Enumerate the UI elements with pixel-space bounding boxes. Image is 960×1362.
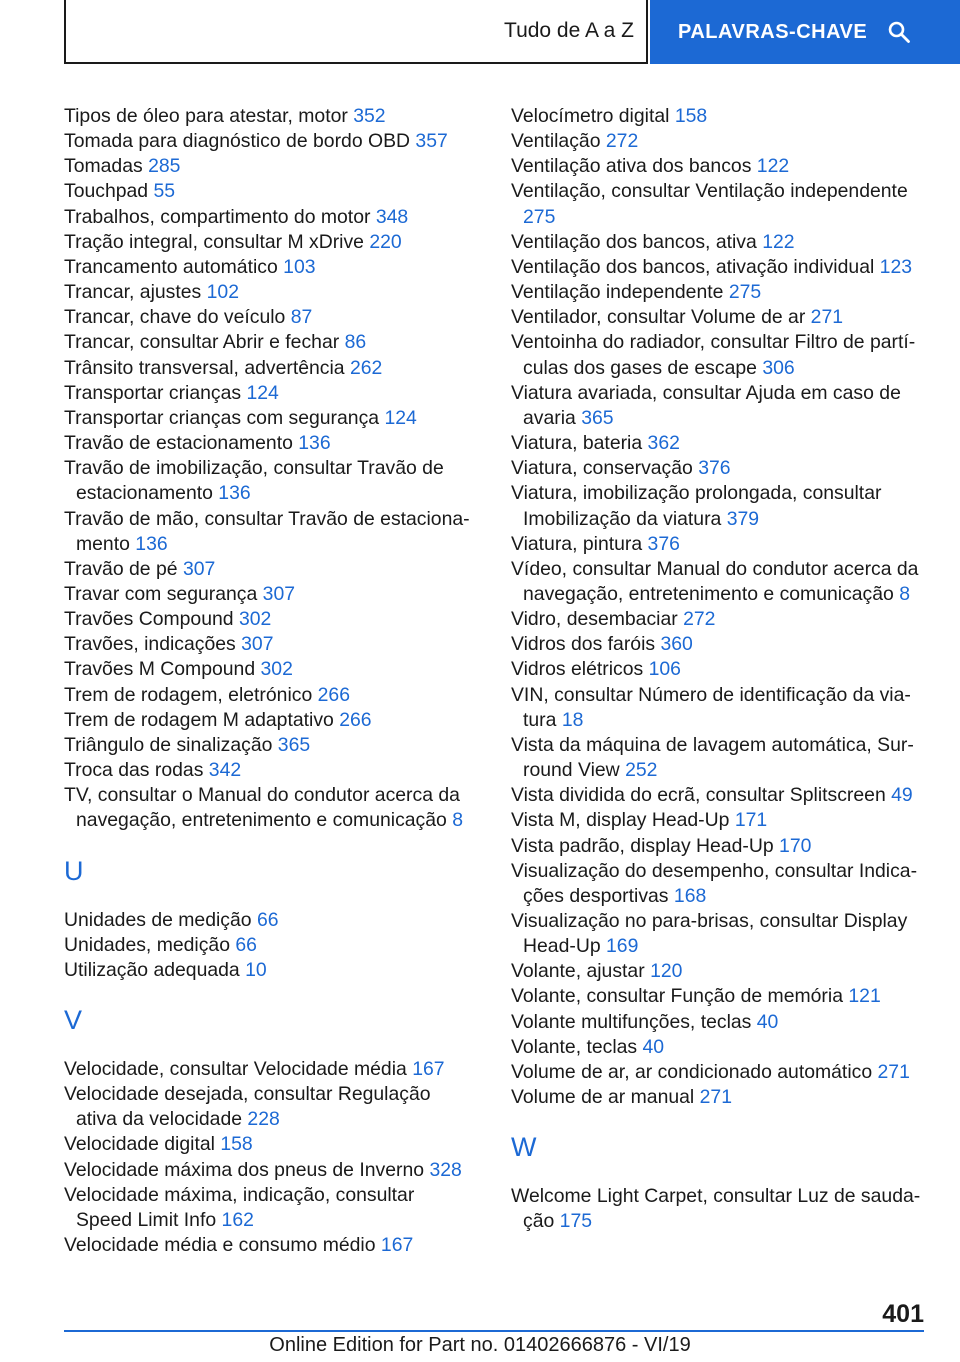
index-entry-text: Vidro, desembaciar	[511, 608, 678, 631]
index-entry	[511, 1184, 921, 1234]
index-entry	[64, 305, 474, 330]
page-reference-link[interactable]: 167	[380, 1234, 414, 1257]
index-entry	[64, 129, 474, 154]
page-reference-link[interactable]: 87	[290, 306, 313, 329]
page-reference-link[interactable]: 124	[384, 406, 417, 429]
index-entry-text: Welcome Light Carpet, consultar Luz de saudação	[511, 1185, 921, 1233]
index-entry	[511, 154, 921, 179]
index-entry	[511, 255, 921, 280]
page-reference-link[interactable]: 220	[369, 230, 402, 253]
header	[64, 0, 960, 66]
index-entry	[511, 381, 921, 431]
page-reference-link[interactable]: 168	[673, 884, 707, 907]
index-entry-text: Trem de rodagem M adaptativo	[64, 708, 334, 731]
page-reference-link[interactable]: 266	[339, 708, 372, 731]
index-entry-text: Trem de rodagem, eletrónico	[64, 683, 313, 706]
index-entry	[64, 758, 474, 783]
page-reference-link[interactable]: 167	[412, 1058, 445, 1080]
page-reference-link[interactable]: 275	[728, 281, 762, 304]
page-reference-link[interactable]: 8	[452, 809, 464, 832]
index-entry	[511, 280, 921, 305]
page-reference-link[interactable]: 18	[561, 708, 584, 731]
page-reference-link[interactable]: 55	[153, 180, 176, 203]
page-reference-link[interactable]: 123	[879, 255, 913, 278]
page-reference-link[interactable]: 266	[317, 683, 350, 706]
index-entry-text: Vista dividida do ecrã, consultar Splitscreen	[511, 784, 886, 807]
page-reference-link[interactable]: 348	[375, 205, 409, 228]
page-reference-link[interactable]: 365	[581, 406, 614, 429]
page-reference-link[interactable]: 136	[218, 482, 251, 505]
section-letter: V	[64, 1005, 83, 1035]
index-entry-text: Trabalhos, compartimento do motor	[64, 205, 371, 228]
page-reference-link[interactable]: 40	[756, 1010, 779, 1033]
index-entry	[64, 280, 474, 305]
index-entry	[511, 1085, 921, 1110]
index-entry	[64, 205, 474, 230]
index-entry	[64, 657, 474, 682]
index-entry-text: Vista M, display Head-Up	[511, 809, 730, 832]
index-entry	[64, 406, 474, 431]
index-entry-text: Volume de ar, ar condicionado automático	[511, 1060, 873, 1083]
search-icon[interactable]	[887, 20, 911, 44]
page-reference-link[interactable]: 275	[523, 205, 556, 228]
index-entry-text: Viatura, bateria	[511, 432, 643, 455]
page-reference-link[interactable]: 328	[429, 1158, 462, 1181]
page-reference-link[interactable]: 302	[260, 658, 293, 681]
index-entry-text: Velocidade desejada, consultar Regulação ativa da velocidade	[64, 1083, 431, 1131]
index-entry-text: Velocidade, consultar Velocidade média	[64, 1058, 407, 1080]
tab-a-to-z[interactable]	[64, 0, 648, 64]
index-entry-text: Volume de ar manual	[511, 1086, 695, 1109]
page-reference-link[interactable]: 10	[245, 958, 267, 981]
index-entry	[64, 179, 474, 204]
index-entry	[511, 1010, 921, 1035]
index-entry-text: Trancar, consultar Abrir e fechar	[64, 331, 340, 354]
index-entry	[64, 1057, 474, 1082]
index-entry	[64, 381, 474, 406]
index-entry-text: Volante, ajustar	[511, 960, 645, 983]
page-reference-link[interactable]: 272	[683, 608, 716, 631]
index-column-right	[511, 104, 921, 1235]
index-entry-text: Ventilação	[511, 130, 601, 153]
index-entry	[64, 958, 474, 983]
page-reference-link[interactable]: 122	[762, 230, 795, 253]
index-entry	[511, 104, 921, 129]
index-entry-text: TV, consultar o Manual do condutor acerca da navegação, entretenimento e comunicação	[64, 784, 460, 832]
index-entry-text: Ventilação, consultar Ventilação independente	[511, 180, 908, 203]
index-entry	[511, 984, 921, 1009]
page-reference-link[interactable]: 40	[642, 1035, 665, 1058]
page-reference-link[interactable]: 170	[779, 834, 812, 857]
index-entry-text: Trancar, chave do veículo	[64, 306, 286, 329]
tab-a-to-z-label: Tudo de A a Z	[504, 19, 634, 42]
index-entry	[511, 129, 921, 154]
index-entry-text: Unidades, medição	[64, 933, 230, 956]
tab-keywords[interactable]	[650, 0, 960, 64]
index-entry	[64, 632, 474, 657]
page-reference-link[interactable]: 307	[182, 557, 216, 580]
index-entry	[511, 481, 921, 531]
index-entry	[64, 1183, 474, 1233]
index-entry-text: Volante, teclas	[511, 1035, 638, 1058]
page-reference-link[interactable]: 122	[756, 155, 790, 178]
index-entry	[511, 834, 921, 859]
page-reference-link[interactable]: 307	[262, 582, 296, 605]
page-reference-link[interactable]: 158	[220, 1133, 253, 1156]
page-reference-link[interactable]: 49	[891, 784, 913, 807]
index-entry-text: Tipos de óleo para atestar, motor	[64, 105, 348, 127]
index-entry	[64, 783, 474, 833]
index-entry-text: Vidros elétricos	[511, 658, 644, 681]
index-entry	[511, 783, 921, 808]
page-reference-link[interactable]: 271	[877, 1060, 910, 1083]
index-entry	[64, 154, 474, 179]
page-reference-link[interactable]: 86	[344, 331, 367, 354]
index-entry	[64, 1132, 474, 1157]
footer-divider	[64, 1330, 924, 1332]
index-entry	[511, 959, 921, 984]
page-reference-link[interactable]: 252	[625, 759, 658, 782]
index-entry-text: Velocidade máxima dos pneus de Inverno	[64, 1158, 425, 1181]
index-entry-text: Vista da máquina de lavagem automática, Surround View	[511, 733, 914, 782]
index-entry-text: Visualização do desempenho, consultar Indicações desportivas	[511, 859, 918, 907]
page-reference-link[interactable]: 357	[415, 130, 448, 153]
index-entry	[511, 657, 921, 682]
index-entry	[64, 1158, 474, 1183]
page-reference-link[interactable]: 379	[726, 507, 760, 530]
index-entry-text: Vídeo, consultar Manual do condutor acerca da navegação, entretenimento e comunicação	[511, 557, 919, 605]
index-entry	[64, 683, 474, 708]
index-entry	[64, 255, 474, 280]
page-reference-link[interactable]: 376	[698, 457, 731, 480]
index-entry	[511, 330, 921, 380]
index-entry-text: Viatura, conservação	[511, 457, 693, 480]
index-entry-text: Tomadas	[64, 155, 143, 178]
page-reference-link[interactable]: 352	[353, 105, 386, 127]
index-entry	[64, 356, 474, 381]
index-entry	[511, 532, 921, 557]
page-reference-link[interactable]: 102	[206, 281, 239, 304]
index-entry	[64, 582, 474, 607]
index-entry	[511, 431, 921, 456]
page-reference-link[interactable]: 365	[277, 733, 311, 756]
page-reference-link[interactable]: 175	[559, 1210, 593, 1233]
page-reference-link[interactable]: 124	[246, 381, 279, 404]
index-entry-text: Vidros dos faróis	[511, 633, 656, 656]
index-entry	[511, 1060, 921, 1085]
page-reference-link[interactable]: 171	[734, 809, 768, 832]
page-reference-link[interactable]: 307	[241, 633, 274, 656]
index-entry-text: Transportar crianças com segurança	[64, 406, 380, 429]
index-entry-text: Utilização adequada	[64, 958, 240, 981]
index-entry	[511, 733, 921, 783]
page-reference-link[interactable]: 302	[238, 608, 272, 631]
page-number: 401	[882, 1300, 924, 1328]
page-reference-link[interactable]: 120	[650, 960, 683, 983]
index-entry-text: Tomada para diagnóstico de bordo OBD	[64, 130, 411, 153]
page-reference-link[interactable]: 362	[647, 432, 680, 455]
index-entry-text: Trancamento automático	[64, 255, 278, 278]
page-reference-link[interactable]: 103	[283, 255, 316, 278]
index-entry-text: Visualização no para-brisas, consultar Display Head-Up	[511, 910, 908, 958]
page-reference-link[interactable]: 121	[848, 985, 881, 1008]
page-reference-link[interactable]: 8	[899, 582, 911, 605]
index-entry	[511, 909, 921, 959]
section-letter: U	[64, 855, 84, 886]
page-reference-link[interactable]: 66	[235, 933, 257, 956]
index-entry-text: Travões Compound	[64, 608, 234, 631]
index-entry-text: Ventilação dos bancos, ativação individual	[511, 255, 875, 278]
index-entry-text: VIN, consultar Número de identificação da viatura	[511, 683, 911, 731]
index-column-left	[64, 104, 474, 1258]
index-entry-text: Viatura avariada, consultar Ajuda em caso de avaria	[511, 381, 901, 429]
index-entry-text: Ventilação ativa dos bancos	[511, 155, 752, 178]
index-entry-text: Viatura, imobilização prolongada, consultar Imobilização da viatura	[511, 482, 882, 530]
page-reference-link[interactable]: 106	[648, 658, 681, 681]
index-entry	[511, 632, 921, 657]
index-entry-text: Volante multifunções, teclas	[511, 1010, 752, 1033]
section-letter: W	[511, 1132, 537, 1163]
index-entry	[511, 1035, 921, 1060]
footer-edition: Online Edition for Part no. 01402666876 - VI/19	[269, 1334, 691, 1356]
page-reference-link[interactable]: 136	[135, 532, 168, 555]
index-entry-text: Travar com segurança	[64, 582, 258, 605]
page-reference-link[interactable]: 228	[247, 1108, 280, 1131]
index-entry	[64, 933, 474, 958]
index-entry-text: Touchpad	[64, 180, 149, 203]
index-entry	[64, 330, 474, 355]
page-reference-link[interactable]: 66	[256, 908, 279, 931]
index-entry-text: Travão de estacionamento	[64, 432, 293, 455]
index-entry-text: Velocidade digital	[64, 1133, 215, 1156]
index-entry	[64, 607, 474, 632]
index-entry	[511, 557, 921, 607]
index-entry-text: Transportar crianças	[64, 381, 242, 404]
index-entry-text: Ventilação independente	[511, 281, 724, 304]
index-entry	[64, 1082, 474, 1132]
page-reference-link[interactable]: 272	[605, 130, 639, 153]
index-entry	[511, 305, 921, 330]
page-reference-link[interactable]: 342	[208, 759, 242, 782]
page-reference-link[interactable]: 285	[148, 155, 181, 178]
index-entry-text: Travão de pé	[64, 557, 178, 580]
index-entry-text: Volante, consultar Função de memória	[511, 985, 843, 1008]
index-entry	[64, 557, 474, 582]
index-entry-text: Velocidade média e consumo médio	[64, 1234, 376, 1257]
tab-keywords-label: PALAVRAS-CHAVE	[678, 20, 868, 43]
index-entry-text: Troca das rodas	[64, 759, 204, 782]
index-entry	[64, 104, 474, 129]
page-reference-link[interactable]: 158	[674, 105, 708, 127]
index-entry	[64, 1233, 474, 1258]
page-reference-link[interactable]: 306	[762, 356, 795, 379]
page-reference-link[interactable]: 262	[349, 356, 383, 379]
index-entry	[64, 456, 474, 506]
index-entry-text: Travão de imobilização, consultar Travão de estacionamento	[64, 457, 444, 505]
index-entry	[511, 230, 921, 255]
index-entry-text: Tração integral, consultar M xDrive	[64, 230, 364, 253]
index-entry	[511, 859, 921, 909]
index-entry-text: Travões M Compound	[64, 658, 256, 681]
index-entry	[64, 431, 474, 456]
index-entry	[511, 607, 921, 632]
index-entry-text: Velocímetro digital	[511, 105, 670, 127]
index-entry-text: Triângulo de sinalização	[64, 733, 273, 756]
index-entry	[511, 808, 921, 833]
index-entry-text: Vista padrão, display Head-Up	[511, 834, 774, 857]
index-entry	[511, 179, 921, 229]
page-reference-link[interactable]: 136	[298, 432, 331, 455]
index-entry	[64, 733, 474, 758]
page-reference-link[interactable]: 162	[221, 1208, 254, 1231]
page-reference-link[interactable]: 360	[660, 633, 693, 656]
index-entry	[64, 908, 474, 933]
index-entry-text: Ventilador, consultar Volume de ar	[511, 306, 806, 329]
index-entry-text: Viatura, pintura	[511, 532, 643, 555]
index-entry	[64, 708, 474, 733]
index-entry	[64, 507, 474, 557]
index-entry-text: Travões, indicações	[64, 633, 236, 656]
page-reference-link[interactable]: 169	[606, 935, 639, 958]
index-entry-text: Trancar, ajustes	[64, 281, 202, 304]
index-entry-text: Velocidade máxima, indicação, consultar Speed Limit Info	[64, 1183, 415, 1231]
page-reference-link[interactable]: 271	[810, 306, 844, 329]
index-entry-text: Ventoinha do radiador, consultar Filtro de partículas dos gases de escape	[511, 331, 916, 379]
index-entry-text: Travão de mão, consultar Travão de estacionamento	[64, 507, 470, 555]
index-entry-text: Unidades de medição	[64, 908, 252, 931]
index-entry-text: Ventilação dos bancos, ativa	[511, 230, 757, 253]
index-entry	[64, 230, 474, 255]
index-entry-text: Trânsito transversal, advertência	[64, 356, 345, 379]
index-entry	[511, 683, 921, 733]
page-reference-link[interactable]: 271	[699, 1086, 732, 1109]
page-reference-link[interactable]: 376	[647, 532, 680, 555]
index-entry	[511, 456, 921, 481]
